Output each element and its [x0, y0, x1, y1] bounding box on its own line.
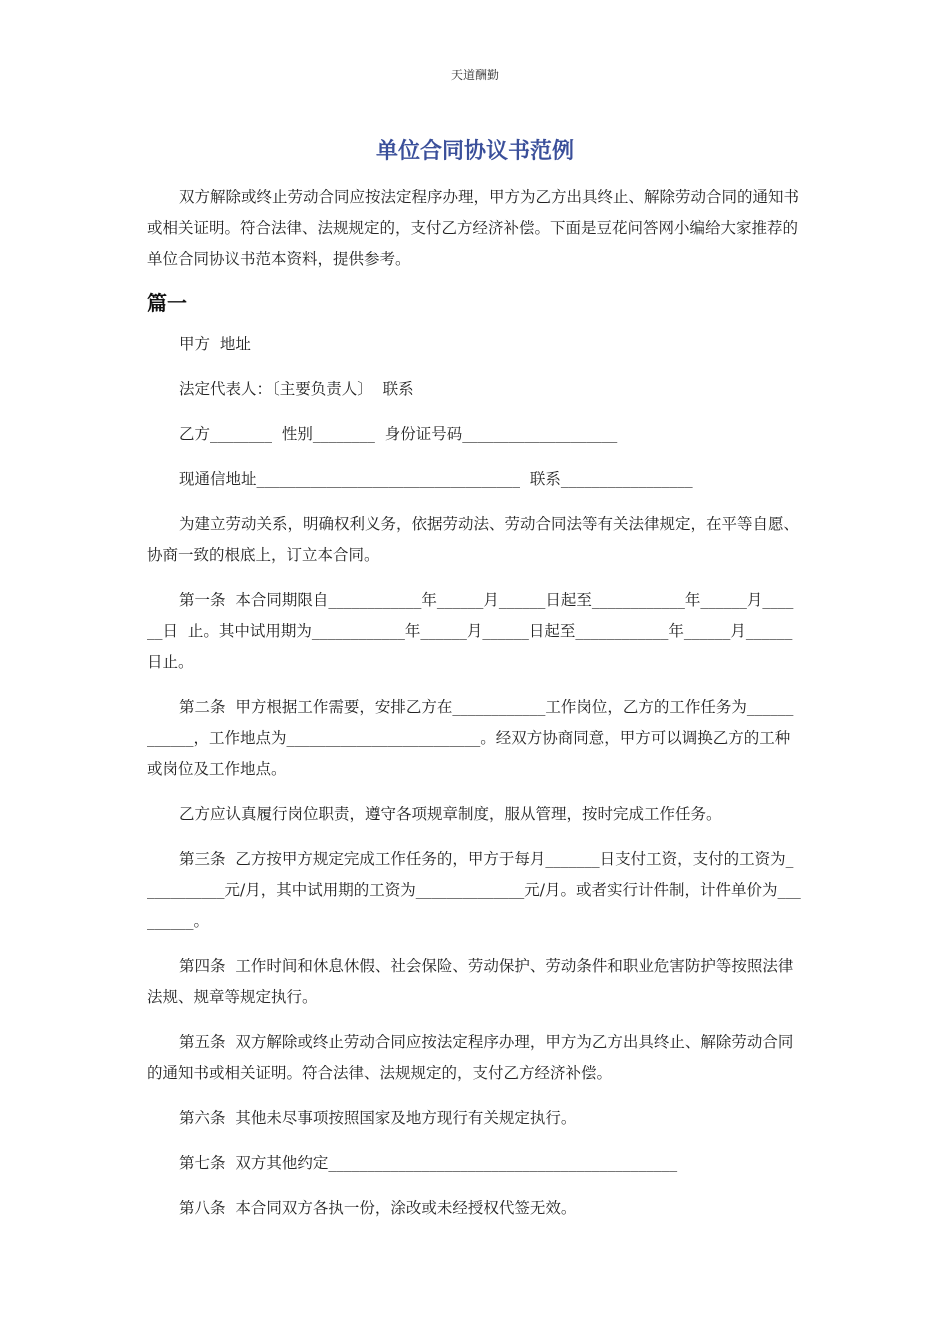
clause-5: 第五条 双方解除或终止劳动合同应按法定程序办理，甲方为乙方出具终止、解除劳动合同的通知书或相关证明。符合法律、法规规定的，支付乙方经济补偿。	[147, 1033, 794, 1082]
clause-6: 第六条 其他未尽事项按照国家及地方现行有关规定执行。	[179, 1109, 577, 1127]
document-body	[147, 182, 801, 1238]
party-b-field: 乙方________ 性别________ 身份证号码____________________	[179, 425, 618, 443]
clause-4: 第四条 工作时间和休息休假、社会保险、劳动保护、劳动条件和职业危害防护等按照法律法规、规章等规定执行。	[147, 957, 794, 1006]
clause-8: 第八条 本合同双方各执一份，涂改或未经授权代签无效。	[179, 1199, 577, 1217]
clause-1: 第一条 本合同期限自____________年______月______日起至____________年______月______日 止。其中试用期为____________年______月______日起至____________年______月______日止。	[147, 591, 794, 671]
clause-7: 第七条 双方其他约定_____________________________________________	[179, 1154, 678, 1172]
clause-2-duties: 乙方应认真履行岗位职责，遵守各项规章制度，服从管理，按时完成工作任务。	[179, 805, 722, 823]
page-header: 天道酬勤	[450, 68, 499, 82]
legal-rep-field: 法定代表人：〔主要负责人〕 联系	[179, 380, 414, 398]
section-title: 篇一	[147, 291, 187, 315]
clause-3: 第三条 乙方按甲方规定完成工作任务的，甲方于每月_______日支付工资，支付的工资为___________元/月，其中试用期的工资为______________元/月。或者实行计件制，计件单价为_________。	[147, 850, 801, 930]
address-field: 现通信地址__________________________________ 联系_________________	[179, 470, 693, 488]
intro-paragraph: 双方解除或终止劳动合同应按法定程序办理，甲方为乙方出具终止、解除劳动合同的通知书或相关证明。符合法律、法规规定的，支付乙方经济补偿。下面是豆花问答网小编给大家推荐的单位合同协议书范本资料，提供参考。	[147, 188, 800, 268]
preamble-paragraph: 为建立劳动关系，明确权利义务，依据劳动法、劳动合同法等有关法律规定，在平等自愿、协商一致的根底上，订立本合同。	[147, 515, 800, 564]
clause-2: 第二条 甲方根据工作需要，安排乙方在____________工作岗位，乙方的工作任务为____________，工作地点为_________________________。经双方协商同意，甲方可以调换乙方的工种或岗位及工作地点。	[147, 698, 794, 778]
party-a-field: 甲方 地址	[179, 335, 251, 353]
document-title: 单位合同协议书范例	[375, 139, 574, 164]
